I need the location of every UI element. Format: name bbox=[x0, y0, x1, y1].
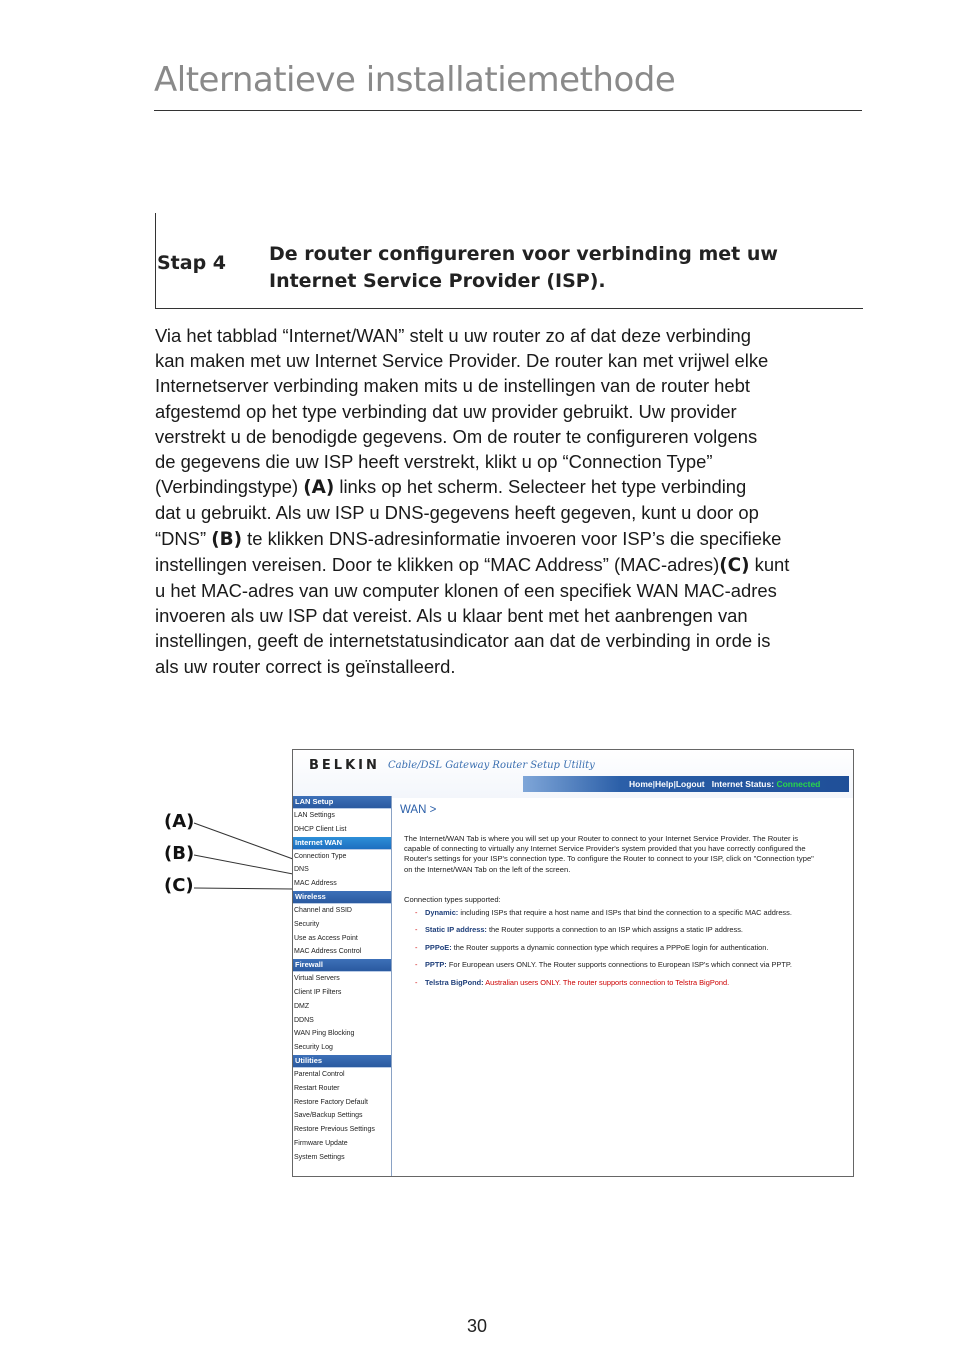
sidebar-item-ddns[interactable]: DDNS bbox=[294, 1016, 314, 1024]
leader-line-c bbox=[194, 888, 293, 889]
body-text-segment: te klikken DNS-adresinformatie invoeren voor ISP’s die specifieke bbox=[242, 527, 782, 549]
step-title-line-1: De router configureren voor verbinding met uw bbox=[269, 243, 778, 265]
sidebar-item-access-point[interactable]: Use as Access Point bbox=[294, 934, 358, 942]
sidebar-item-channel-ssid[interactable]: Channel and SSID bbox=[294, 906, 352, 914]
sidebar-item-restore-previous-settings[interactable]: Restore Previous Settings bbox=[294, 1126, 375, 1134]
sidebar-item-firmware-update[interactable]: Firmware Update bbox=[294, 1139, 348, 1147]
router-ui-screenshot bbox=[292, 749, 854, 1177]
sidebar-item-virtual-servers[interactable]: Virtual Servers bbox=[294, 975, 340, 983]
internet-status-label: Internet Status: bbox=[711, 779, 775, 789]
sidebar-section-internet-wan[interactable]: Internet WAN bbox=[293, 837, 391, 850]
connection-types-heading: Connection types supported: bbox=[404, 895, 501, 904]
step-title-line-2: Internet Service Provider (ISP). bbox=[269, 270, 606, 292]
body-line: als uw router correct is geïnstalleerd. bbox=[155, 655, 456, 677]
body-line: verstrekt u de benodigde gegevens. Om de router te configureren volgens bbox=[155, 425, 758, 447]
body-line: dat u gebruikt. Als uw ISP u DNS-gegevens heeft gegeven, kunt u door op bbox=[155, 502, 759, 524]
belkin-logo: BELKIN bbox=[309, 758, 380, 773]
connection-type-desc: For European users ONLY. The Router supports connections to European ISP's which connect via PPTP. bbox=[446, 960, 792, 970]
page-title: Alternatieve installatiemethode bbox=[154, 60, 676, 100]
body-line: afgestemd op het type verbinding dat uw provider gebruikt. Uw provider bbox=[155, 400, 737, 422]
list-item bbox=[415, 960, 815, 970]
connection-type-name: Dynamic: bbox=[425, 908, 459, 917]
body-text-segment: (Verbindingstype) bbox=[155, 476, 304, 498]
connection-type-desc: the Router supports a dynamic connection type which requires a PPPoE login for authentication. bbox=[451, 942, 769, 952]
leader-line-a bbox=[194, 823, 293, 859]
sidebar-item-security-log[interactable]: Security Log bbox=[294, 1044, 333, 1052]
sidebar-section-lan-setup[interactable]: LAN Setup bbox=[293, 796, 391, 809]
bullet-dash: - bbox=[415, 925, 418, 935]
connection-type-name: Telstra BigPond: bbox=[425, 977, 484, 987]
sidebar-item-client-ip-filters[interactable]: Client IP Filters bbox=[294, 988, 342, 996]
connection-type-desc: the Router supports a connection to an ISP which assigns a static IP address. bbox=[486, 925, 743, 935]
bullet-dash: - bbox=[415, 977, 418, 987]
router-header bbox=[293, 750, 853, 798]
connection-type-desc: Australian users ONLY. The router supports connection to Telstra BigPond. bbox=[483, 977, 730, 987]
body-line: kan maken met uw Internet Service Provider. De router kan met vrijwel elke bbox=[155, 350, 769, 372]
list-item bbox=[415, 908, 815, 918]
body-line: de gegevens die uw ISP heeft verstrekt, klikt u op “Connection Type” bbox=[155, 451, 713, 473]
connection-type-name: Static IP address: bbox=[425, 925, 487, 935]
page-number: 30 bbox=[466, 1316, 488, 1336]
router-sidebar bbox=[293, 796, 392, 1176]
sidebar-item-lan-settings[interactable]: LAN Settings bbox=[294, 812, 335, 819]
sidebar-section-utilities[interactable]: Utilities bbox=[293, 1055, 391, 1068]
body-line: Internetserver verbinding maken mits u de instellingen van de router hebt bbox=[155, 375, 750, 397]
sidebar-item-parental-control[interactable]: Parental Control bbox=[294, 1070, 345, 1078]
top-nav-bar bbox=[523, 776, 849, 792]
marker-a: (A) bbox=[303, 477, 335, 499]
marker-c: (C) bbox=[719, 554, 750, 576]
body-line: Via het tabblad “Internet/WAN” stelt u uw router zo af dat deze verbinding bbox=[155, 325, 751, 346]
router-main-panel bbox=[393, 798, 849, 1174]
connection-type-name: PPPoE: bbox=[425, 942, 452, 952]
bullet-dash: - bbox=[415, 960, 418, 970]
sidebar-item-mac-address-control[interactable]: MAC Address Control bbox=[294, 948, 362, 956]
sidebar-item-security[interactable]: Security bbox=[294, 920, 320, 928]
leader-line-b bbox=[194, 855, 293, 874]
callout-b: (B) bbox=[164, 843, 195, 864]
sidebar-item-wan-ping-blocking[interactable]: WAN Ping Blocking bbox=[294, 1030, 355, 1038]
body-text-segment: links op het scherm. Selecteer het type verbinding bbox=[334, 476, 747, 498]
step-label: Stap 4 bbox=[157, 252, 227, 274]
body-line: u het MAC-adres van uw computer klonen of een specifiek WAN MAC-adres bbox=[155, 580, 777, 602]
nav-separator: | bbox=[673, 779, 676, 789]
sidebar-item-system-settings[interactable]: System Settings bbox=[294, 1153, 345, 1161]
connection-type-desc: including ISPs that require a host name and ISPs that bind the connection to a specific MAC address. bbox=[458, 908, 792, 917]
marker-b: (B) bbox=[211, 528, 243, 550]
sidebar-section-firewall[interactable]: Firewall bbox=[293, 959, 391, 972]
nav-logout-link[interactable]: Logout bbox=[675, 779, 705, 789]
internet-status-value: Connected bbox=[776, 779, 821, 789]
sidebar-item-dns[interactable]: DNS bbox=[294, 866, 309, 874]
sidebar-item-mac-address[interactable]: MAC Address bbox=[294, 880, 337, 888]
sidebar-item-restore-factory-default[interactable]: Restore Factory Default bbox=[294, 1098, 368, 1106]
sidebar-item-save-backup-settings[interactable]: Save/Backup Settings bbox=[294, 1112, 363, 1120]
sidebar-item-restart-router[interactable]: Restart Router bbox=[294, 1084, 340, 1092]
wan-heading: WAN > bbox=[400, 804, 437, 816]
wan-intro-text: The Internet/WAN Tab is where you will set up your Router to connect to your Internet Service Provider. The Router is capable of connecting to virtually any Internet Service Provider's system provided that you have correctly configured the Router's settings for your ISP's connection type. To configure the Router to connect to your ISP, click on "Connection type" on the Internet/WAN Tab on the left of the screen. bbox=[404, 834, 814, 874]
callout-a: (A) bbox=[164, 811, 195, 832]
body-line: invoeren als uw ISP dat vereist. Als u klaar bent met het aanbrengen van bbox=[155, 605, 748, 627]
connection-type-name: PPTP: bbox=[425, 960, 447, 970]
sidebar-item-dhcp-client-list[interactable]: DHCP Client List bbox=[294, 825, 347, 833]
body-text-segment: instellingen vereisen. Door te klikken op “MAC Address” (MAC-adres) bbox=[155, 553, 720, 575]
utility-title: Cable/DSL Gateway Router Setup Utility bbox=[388, 760, 595, 771]
sidebar-item-dmz[interactable]: DMZ bbox=[294, 1002, 310, 1010]
body-text-segment: “DNS” bbox=[155, 527, 212, 549]
body-text-segment: kunt bbox=[749, 553, 790, 575]
list-item bbox=[415, 943, 815, 953]
body-line: instellingen, geeft de internetstatusindicator aan dat de verbinding in orde is bbox=[155, 630, 771, 652]
bullet-dash: - bbox=[415, 942, 418, 952]
nav-home-link[interactable]: Home bbox=[629, 779, 653, 789]
bullet-dash: - bbox=[415, 908, 418, 917]
sidebar-item-connection-type[interactable]: Connection Type bbox=[294, 852, 347, 860]
nav-help-link[interactable]: Help bbox=[655, 779, 674, 789]
nav-separator: | bbox=[652, 779, 656, 789]
list-item bbox=[415, 978, 815, 988]
list-item bbox=[415, 925, 815, 935]
connection-types-list bbox=[415, 908, 815, 995]
callout-c: (C) bbox=[164, 875, 194, 896]
sidebar-section-wireless[interactable]: Wireless bbox=[293, 891, 391, 904]
